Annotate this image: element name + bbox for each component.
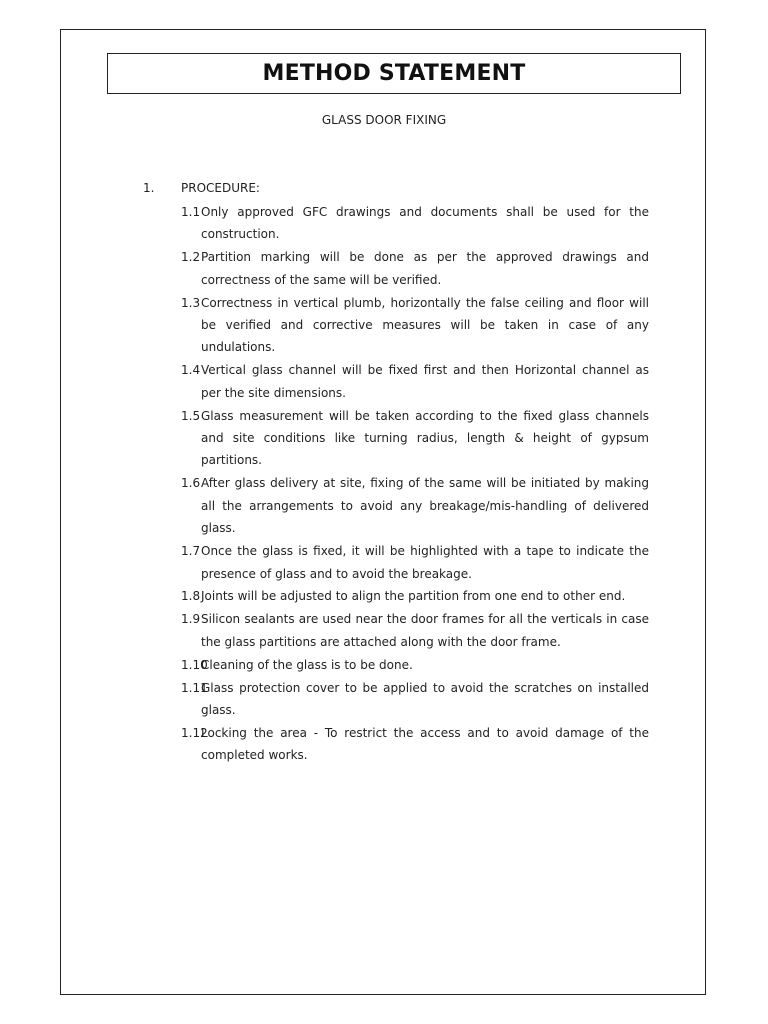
list-item [181,654,649,676]
list-item [181,722,649,767]
item-text: Glass protection cover to be applied to avoid the scratches on installed glass. [201,680,649,717]
procedure-list [181,201,649,767]
document-title: METHOD STATEMENT [262,61,526,86]
item-text: Locking the area - To restrict the access and to avoid damage of the completed works. [201,725,649,763]
item-text: Vertical glass channel will be fixed first and then Horizontal channel as per the site dimensions. [201,363,649,400]
title-box [107,53,681,94]
list-item [181,405,649,472]
list-item [181,540,649,585]
list-item [181,608,649,653]
list-item [181,359,649,404]
item-text: Once the glass is fixed, it will be highlighted with a tape to indicate the presence of glass and to avoid the breakage. [201,544,649,581]
item-number: 1.12 [181,725,208,740]
item-text: After glass delivery at site, fixing of the same will be initiated by making all the arrangements to avoid any breakage/mis-handling of delivered glass. [201,476,649,536]
item-number: 1.2 [181,250,201,265]
item-number: 1.9 [181,612,201,627]
item-text: Glass measurement will be taken according to the fixed glass channels and site conditions like turning radius, length & height of gypsum partitions. [201,408,649,468]
item-text: Correctness in vertical plumb, horizontally the false ceiling and floor will be verified and corrective measures will be taken in case of any undulations. [201,295,649,355]
item-text: Silicon sealants are used near the door frames for all the verticals in case the glass partitions are attached along with the door frame. [201,612,649,649]
item-number: 1.4 [181,363,201,378]
document-subtitle: GLASS DOOR FIXING [321,113,447,127]
list-item [181,677,649,722]
item-text: Only approved GFC drawings and documents shall be used for the construction. [201,205,649,242]
item-number: 1.1 [181,205,201,219]
item-text: Partition marking will be done as per the approved drawings and correctness of the same will be verified. [201,250,649,287]
item-number: 1.6 [181,476,201,491]
item-number: 1.5 [181,408,201,423]
list-item [181,585,649,607]
list-item [181,292,649,359]
list-item [181,201,649,246]
item-text: Joints will be adjusted to align the partition from one end to other end. [201,589,626,604]
section-number: 1. [143,181,155,195]
item-number: 1.10 [181,657,208,672]
list-item [181,472,649,539]
item-number: 1.8 [181,589,201,604]
list-item [181,246,649,291]
item-number: 1.7 [181,544,201,559]
section-heading [143,180,260,196]
item-text: Cleaning of the glass is to be done. [201,657,413,672]
section-title: PROCEDURE: [181,181,260,195]
item-number: 1.3 [181,295,201,310]
item-number: 1.11 [181,680,208,695]
